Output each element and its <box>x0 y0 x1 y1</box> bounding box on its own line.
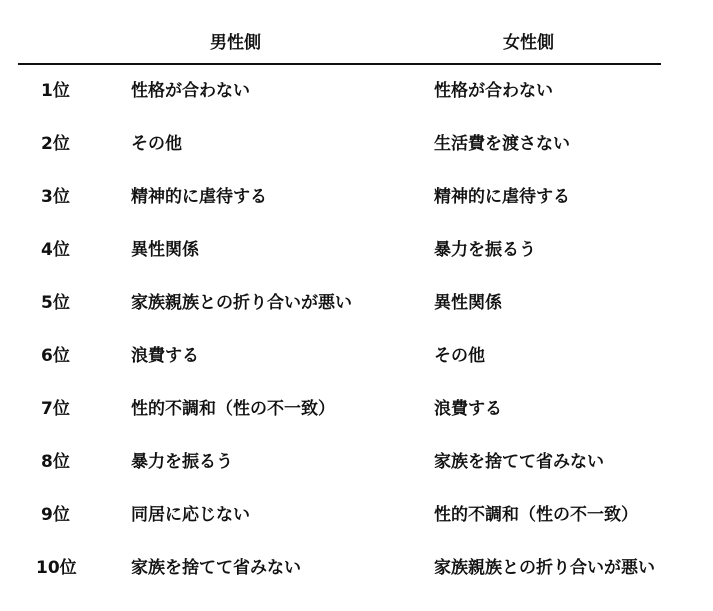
header-female: 女性側 <box>503 33 554 53</box>
header-divider <box>18 63 661 65</box>
table-row <box>0 500 713 530</box>
male-reason-cell: 同居に応じない <box>131 505 250 525</box>
male-reason-cell: 性的不調和（性の不一致） <box>131 399 335 419</box>
table-row <box>0 129 713 159</box>
male-reason-cell: 暴力を振るう <box>131 452 233 472</box>
male-reason-cell: 家族を捨てて省みない <box>131 558 301 578</box>
male-reason-cell: その他 <box>131 134 182 154</box>
female-reason-cell: 性格が合わない <box>434 81 553 101</box>
table-row <box>0 182 713 212</box>
table-row <box>0 341 713 371</box>
table-row <box>0 235 713 265</box>
male-reason-cell: 異性関係 <box>131 240 199 260</box>
male-reason-cell: 浪費する <box>131 346 199 366</box>
female-reason-cell: 暴力を振るう <box>434 240 536 260</box>
table-row <box>0 447 713 477</box>
female-reason-cell: その他 <box>434 346 485 366</box>
male-reason-cell: 精神的に虐待する <box>131 187 267 207</box>
rank-cell: 7位 <box>41 399 70 419</box>
female-reason-cell: 生活費を渡さない <box>434 134 570 154</box>
male-reason-cell: 性格が合わない <box>131 81 250 101</box>
female-reason-cell: 家族を捨てて省みない <box>434 452 604 472</box>
table-row <box>0 394 713 424</box>
female-reason-cell: 性的不調和（性の不一致） <box>434 505 638 525</box>
rank-cell: 3位 <box>41 187 70 207</box>
male-reason-cell: 家族親族との折り合いが悪い <box>131 293 352 313</box>
rank-cell: 6位 <box>41 346 70 366</box>
female-reason-cell: 浪費する <box>434 399 502 419</box>
table-row <box>0 76 713 106</box>
rank-cell: 2位 <box>41 134 70 154</box>
rank-cell: 1位 <box>41 81 70 101</box>
female-reason-cell: 家族親族との折り合いが悪い <box>434 558 655 578</box>
female-reason-cell: 精神的に虐待する <box>434 187 570 207</box>
female-reason-cell: 異性関係 <box>434 293 502 313</box>
rank-cell: 5位 <box>41 293 70 313</box>
header-male: 男性側 <box>210 33 261 53</box>
table-row <box>0 288 713 318</box>
rank-cell: 8位 <box>41 452 70 472</box>
table-row <box>0 553 713 583</box>
rank-cell: 9位 <box>41 505 70 525</box>
rank-cell: 10位 <box>36 558 77 578</box>
rank-cell: 4位 <box>41 240 70 260</box>
